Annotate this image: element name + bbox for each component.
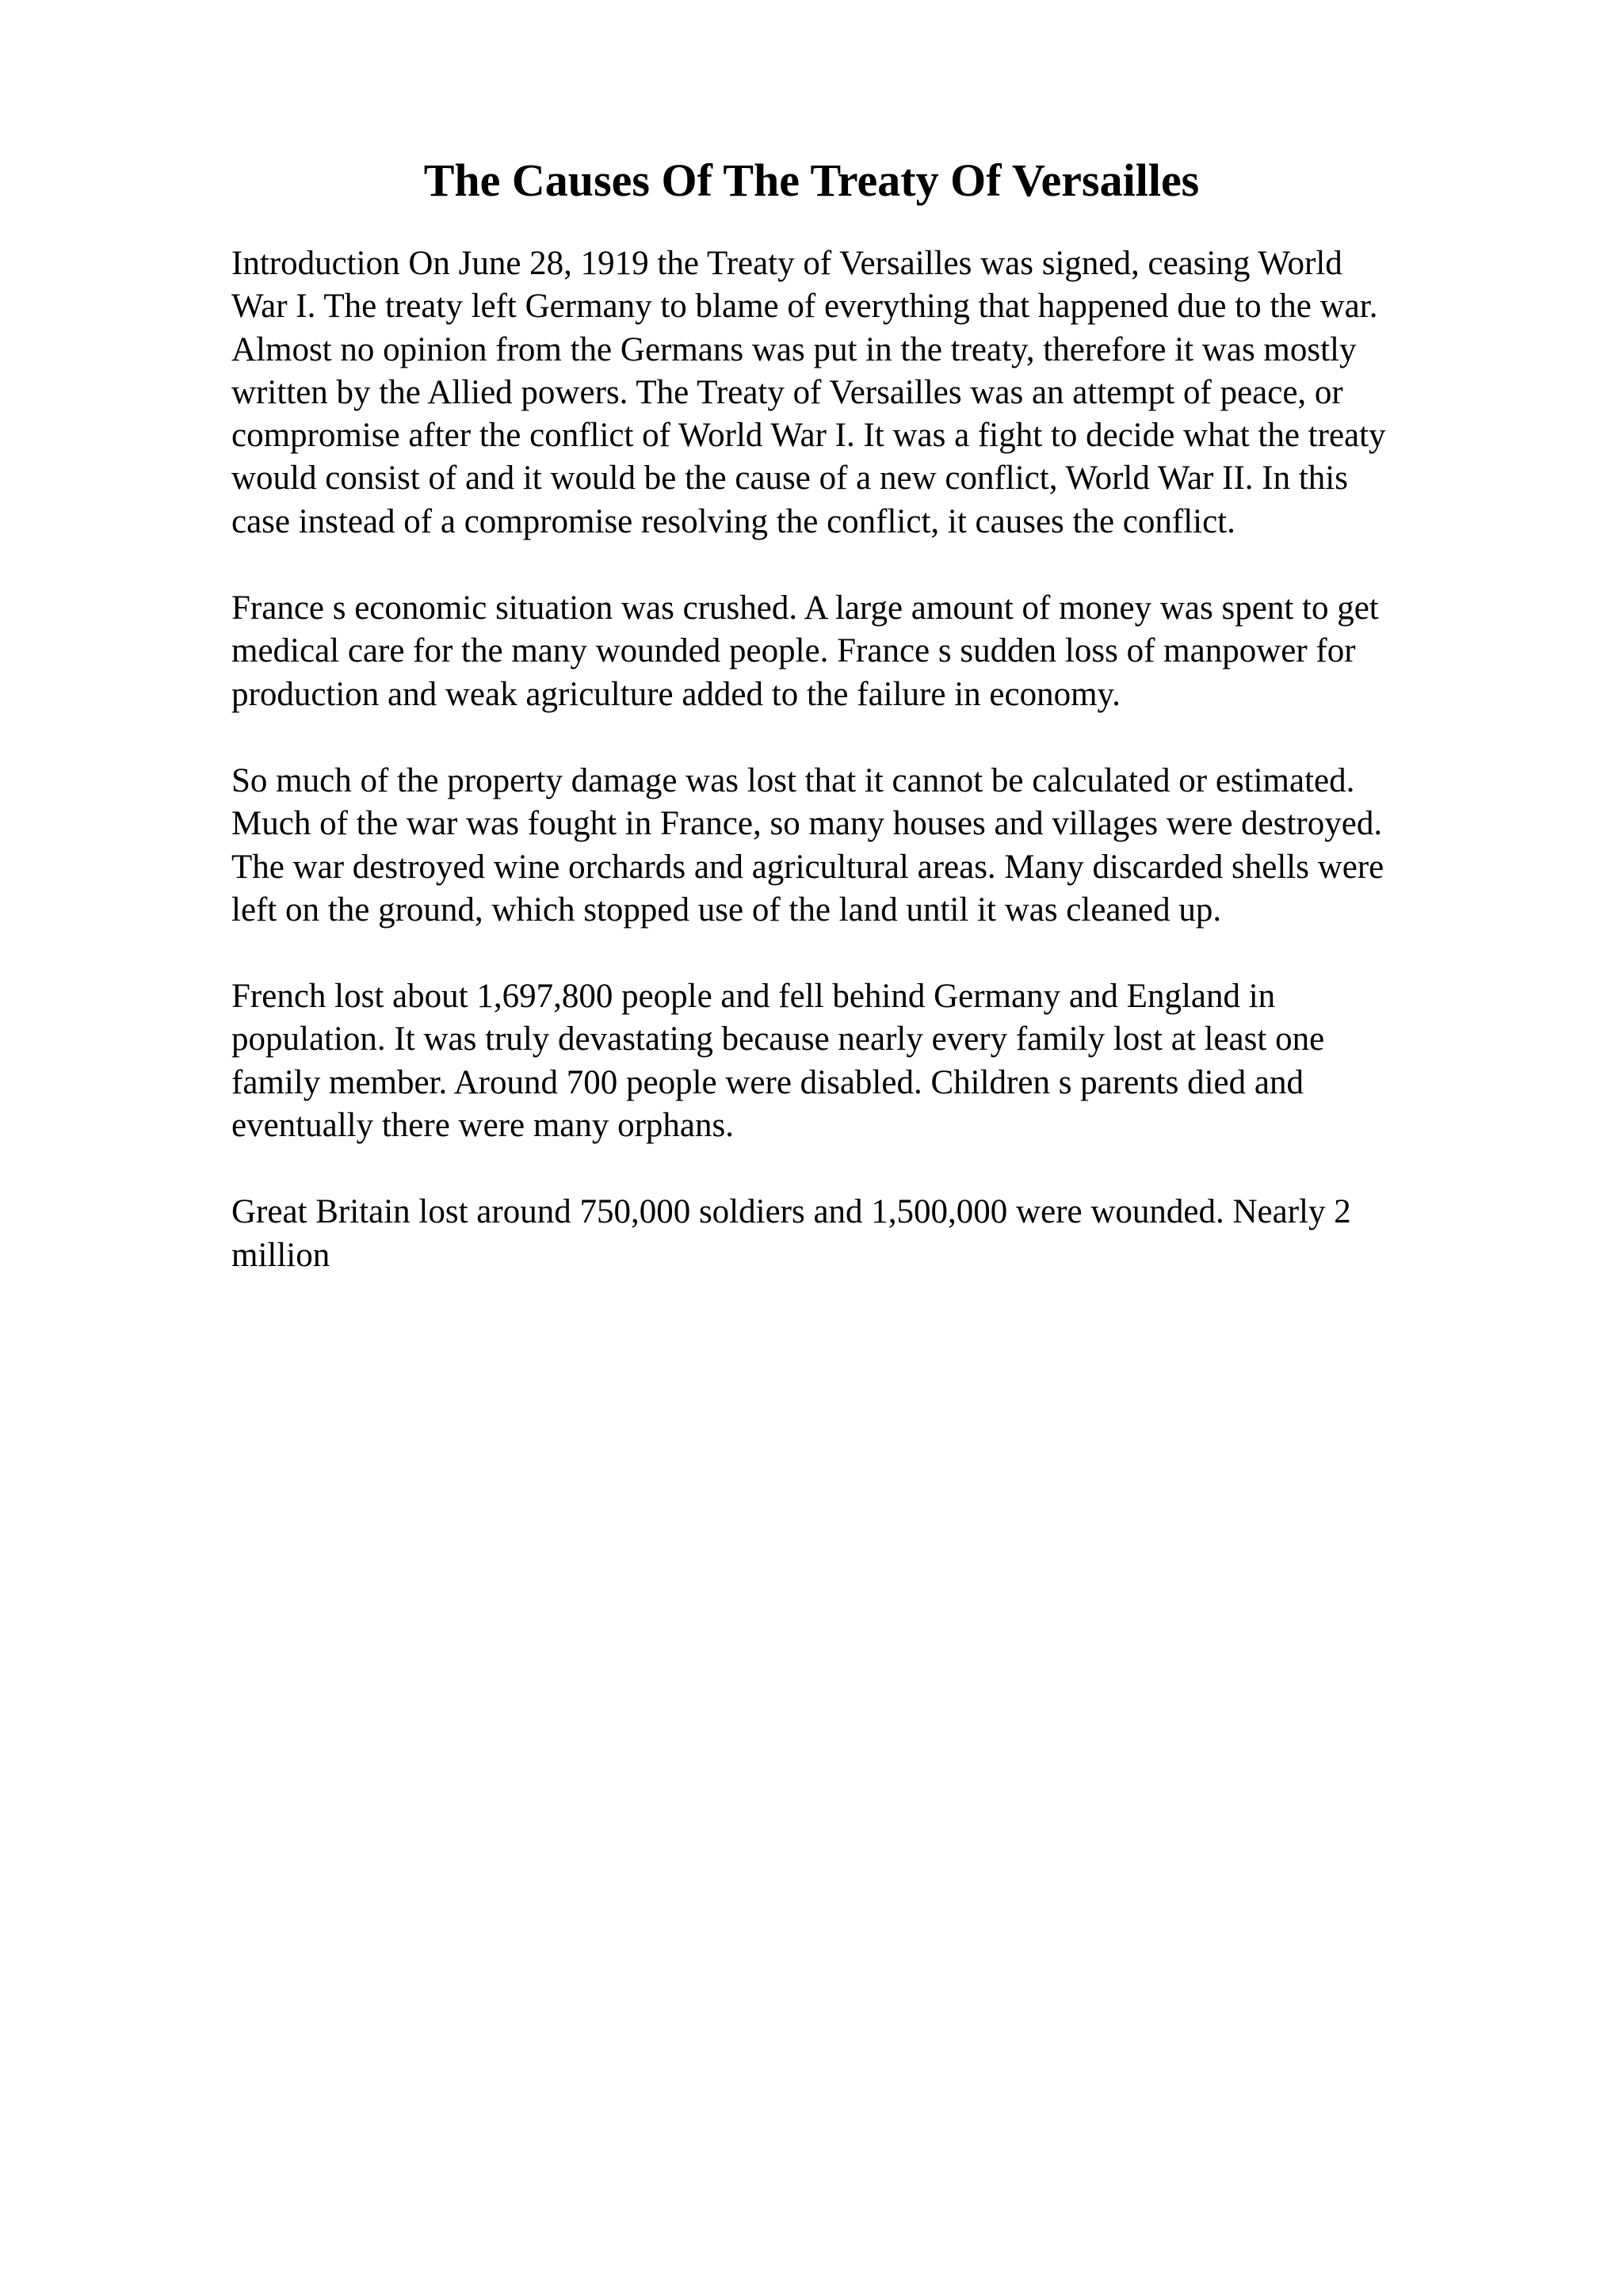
paragraph-introduction: Introduction On June 28, 1919 the Treaty of Versailles was signed, ceasing World War I. The treaty left Germany to blame of everything that happened due to the war. Almost no opinion from the Germans was put in the treaty, therefore it was mostly written by the Allied powers. The Treaty of Versailles was an attempt of peace, or compromise after the conflict of World War I. It was a fight to decide what the treaty would consist of and it would be the cause of a new conflict, World War II. In this case instead of a compromise resolving the conflict, it causes the conflict. xyxy=(231,245,1386,540)
document-body xyxy=(231,242,1499,1321)
paragraph-property-damage: So much of the property damage was lost that it cannot be calculated or estimated. Much of the war was fought in France, so many houses and villages were destroyed. The war destroyed wine orchards and agricultural areas. Many discarded shells were left on the ground, which stopped use of the land until it was cleaned up. xyxy=(231,761,1384,929)
paragraph-french-losses: French lost about 1,697,800 people and fell behind Germany and England in population. It was truly devastating because nearly every family lost at least one family member. Around 700 people were disabled. Children s parents died and eventually there were many orphans. xyxy=(231,978,1325,1145)
paragraph-france-economy: France s economic situation was crushed. A large amount of money was spent to get medical care for the many wounded people. France s sudden loss of manpower for production and weak agriculture added to the failure in economy. xyxy=(231,589,1379,713)
paragraph-great-britain-losses: Great Britain lost around 750,000 soldiers and 1,500,000 were wounded. Nearly 2 million xyxy=(231,1193,1351,1274)
document-title: The Causes Of The Treaty Of Versailles xyxy=(423,154,1200,206)
